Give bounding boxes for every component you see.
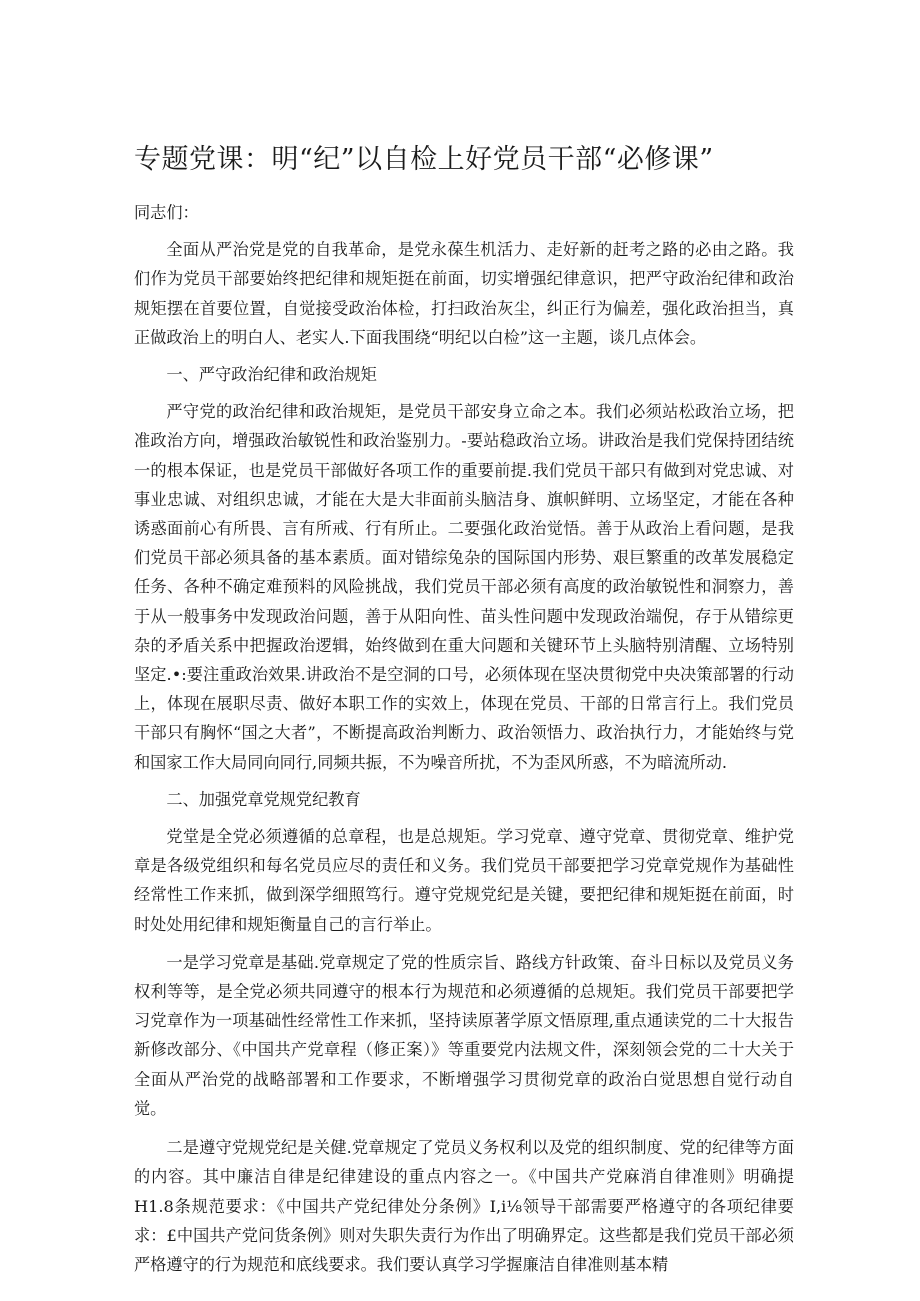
section-2-paragraph-1: 党堂是全党必须遵循的总章程，也是总规矩。学习党章、遵守党章、贯彻党章、维护党章是各级党组织和每名党员应尽的责任和义务。我们党员干部要把学习党章党规作为基础性经常性工作来抓，做到深学细照笃行。遵守党规党纪是关键，要把纪律和规矩挺在前面，时时处处用纪律和规矩衡量自己的言行举止。 <box>134 827 794 934</box>
document-body <box>134 198 794 1279</box>
section-2-paragraph-2: 一是学习党章是基础.党章规定了党的性质宗旨、路线方针政策、奋斗日标以及党员义务权利等等，是全党必须共同遵守的根本行为规范和必须遵循的总规矩。我们党员干部要把学习党章作为一项基础性经常性工作来抓，坚持读原著学原文悟原理,重点通读党的二十大报告新修改部分、《中国共产党章程（修正案）》等重要党内法规文件，深刻领会党的二十大关于全面从严治党的战略部署和工作要求，不断增强学习贯彻党章的政治白觉思想自觉行动自觉。 <box>134 952 794 1118</box>
greeting: 同志们： <box>134 203 199 222</box>
section-2-paragraph-3: 二是遵守党规党纪是关健.党章规定了党员义务权利以及党的组织制度、党的纪律等方面的内容。其中廉洁自律是纪律建设的重点内容之一。《中国共产党麻消自律准则》明确提H1.8条规范要求：《中国共产党纪律处分条例》I,i⅛领导干部需要严格遵守的各项纪律要求：£中国共产党问货条例》则对失职失责行为作出了明确界定。这些都是我们党员干部必须严格遵守的行为规范和底线要求。我们要认真学习学握廉洁自律准则基本精 <box>134 1138 794 1274</box>
intro-paragraph: 全面从严治党是党的自我革命，是党永葆生机活力、走好新的赶考之路的必由之路。我们作为党员干部要始终把纪律和规矩挺在前面，切实增强纪律意识，把严守政治纪律和政治规矩摆在首要位置，自觉接受政治体检，打扫政治灰尘，纠正行为偏差，强化政治担当，真正做政治上的明白人、老实人.下面我围绕“明纪以白检”这一主题，谈几点体会。 <box>134 240 794 347</box>
section-1-paragraph-1: 严守党的政治纪律和政治规矩，是党员干部安身立命之本。我们必须站松政治立场，把准政治方向，增强政治敏锐性和政治鉴别力。-要站稳政治立场。讲政治是我们党保持团结统一的根本保证，也是党员干部做好各项工作的重要前提.我们党员干部只有做到对党忠诚、对事业忠诚、对组织忠诚，才能在大是大非面前头脑洁身、旗帜鲜明、立场坚定，才能在各种诱惑面前心有所畏、言有所戒、行有所止。二要强化政治觉悟。善于从政治上看问题，是我们党员干部必须具备的基本素质。面对错综兔杂的国际国内形势、艰巨繁重的改革发展稳定任务、各种不确定难预料的风险挑战，我们党员干部必须有高度的政治敏锐性和洞察力，善于从一般事务中发现政治问题，善于从阳向性、苗头性问题中发现政治端倪，存于从错综更杂的矛盾关系中把握政治逻辑，始终做到在重大问题和关键环节上头脑特别清醒、立场特别坚定.•:要注重政治效果.讲政治不是空洞的口号，必须体现在坚决贯彻党中央决策部署的行动上，体现在展职尽责、做好本职工作的实效上，体现在党员、干部的日常言行上。我们党员干部只有胸怀“国之大者”，不断提高政治判断力、政治领悟力、政治执行力，才能始终与党和国家工作大局同向同行,同频共振，不为噪音所扰，不为歪风所惑，不为暗流所动. <box>134 402 794 772</box>
section-heading-2: 二、加强党章党规党纪教育 <box>166 789 361 809</box>
section-heading-1: 一、严守政治纪律和政治规矩 <box>166 365 377 385</box>
document-title: 专题党课：明“纪”以自检上好党员干部“必修课” <box>134 144 714 175</box>
